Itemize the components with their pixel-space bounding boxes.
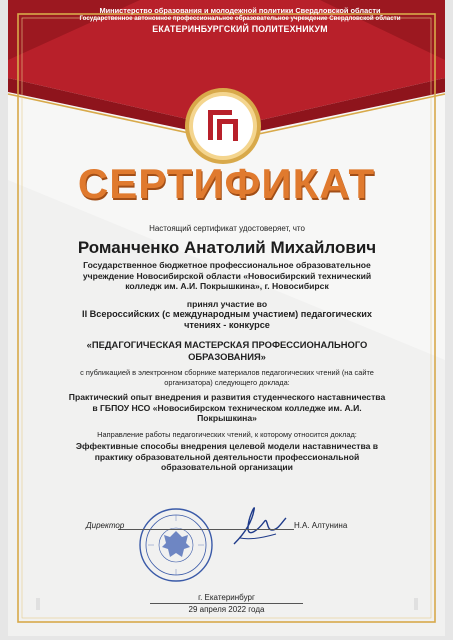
college-emblem-icon <box>183 86 263 166</box>
issue-city: г. Екатеринбург <box>198 593 255 602</box>
college-name: ЕКАТЕРИНБУРГСКИЙ ПОЛИТЕХНИКУМ <box>152 24 328 34</box>
conference-name: II Всероссийских (с международным участием) педагогических чтениях - конкурсе <box>82 309 372 330</box>
participation-text: принял участие во <box>186 298 268 309</box>
state-emblem-seal-icon <box>138 507 214 583</box>
publication-note: с публикацией в электронном сборнике материалов педагогических чтений (на сайте организатора) следующего доклада: <box>80 368 374 387</box>
signatory-name: Н.А. Алтунина <box>294 521 348 530</box>
direction-note: Направление работы педагогических чтений, к которому относится доклад: <box>97 429 357 439</box>
place-and-date <box>150 593 303 615</box>
handwritten-signature <box>226 500 290 550</box>
certificate-title: СЕРТИФИКАТ <box>77 160 376 207</box>
institution-name: Государственное автономное профессиональное образовательное учреждение Свердловской области <box>79 15 401 22</box>
intro-text: Настоящий сертификат удостоверяет, что <box>149 224 305 233</box>
direction-title: Эффективные способы внедрения целевой модели наставничества в практику образовательной деятельности профессиональной образовательной организации <box>75 441 379 472</box>
issue-date: 29 апреля 2022 года <box>150 603 303 615</box>
conference-title: «ПЕДАГОГИЧЕСКАЯ МАСТЕРСКАЯ ПРОФЕССИОНАЛЬНОГО ОБРАЗОВАНИЯ» <box>86 339 368 362</box>
recipient-name: Романченко Анатолий Михайлович <box>77 238 377 257</box>
recipient-organization: Государственное бюджетное профессиональное образовательное учреждение Новосибирской области «Новосибирский технический колледж им. А.И. Покрышкина», г. Новосибирск <box>82 260 372 291</box>
signature-line <box>118 529 294 530</box>
signatory-role: Директор <box>86 521 125 530</box>
ministry-name: Министерство образования и молодежной политики Свердловской области <box>99 6 381 15</box>
certificate-body <box>66 223 388 473</box>
certificate-header <box>60 6 420 35</box>
report-title: Практический опыт внедрения и развития студенческого наставничества в ГБПОУ НСО «Новосибирском техническом колледже им. А.И. Покрышкина» <box>68 392 386 423</box>
